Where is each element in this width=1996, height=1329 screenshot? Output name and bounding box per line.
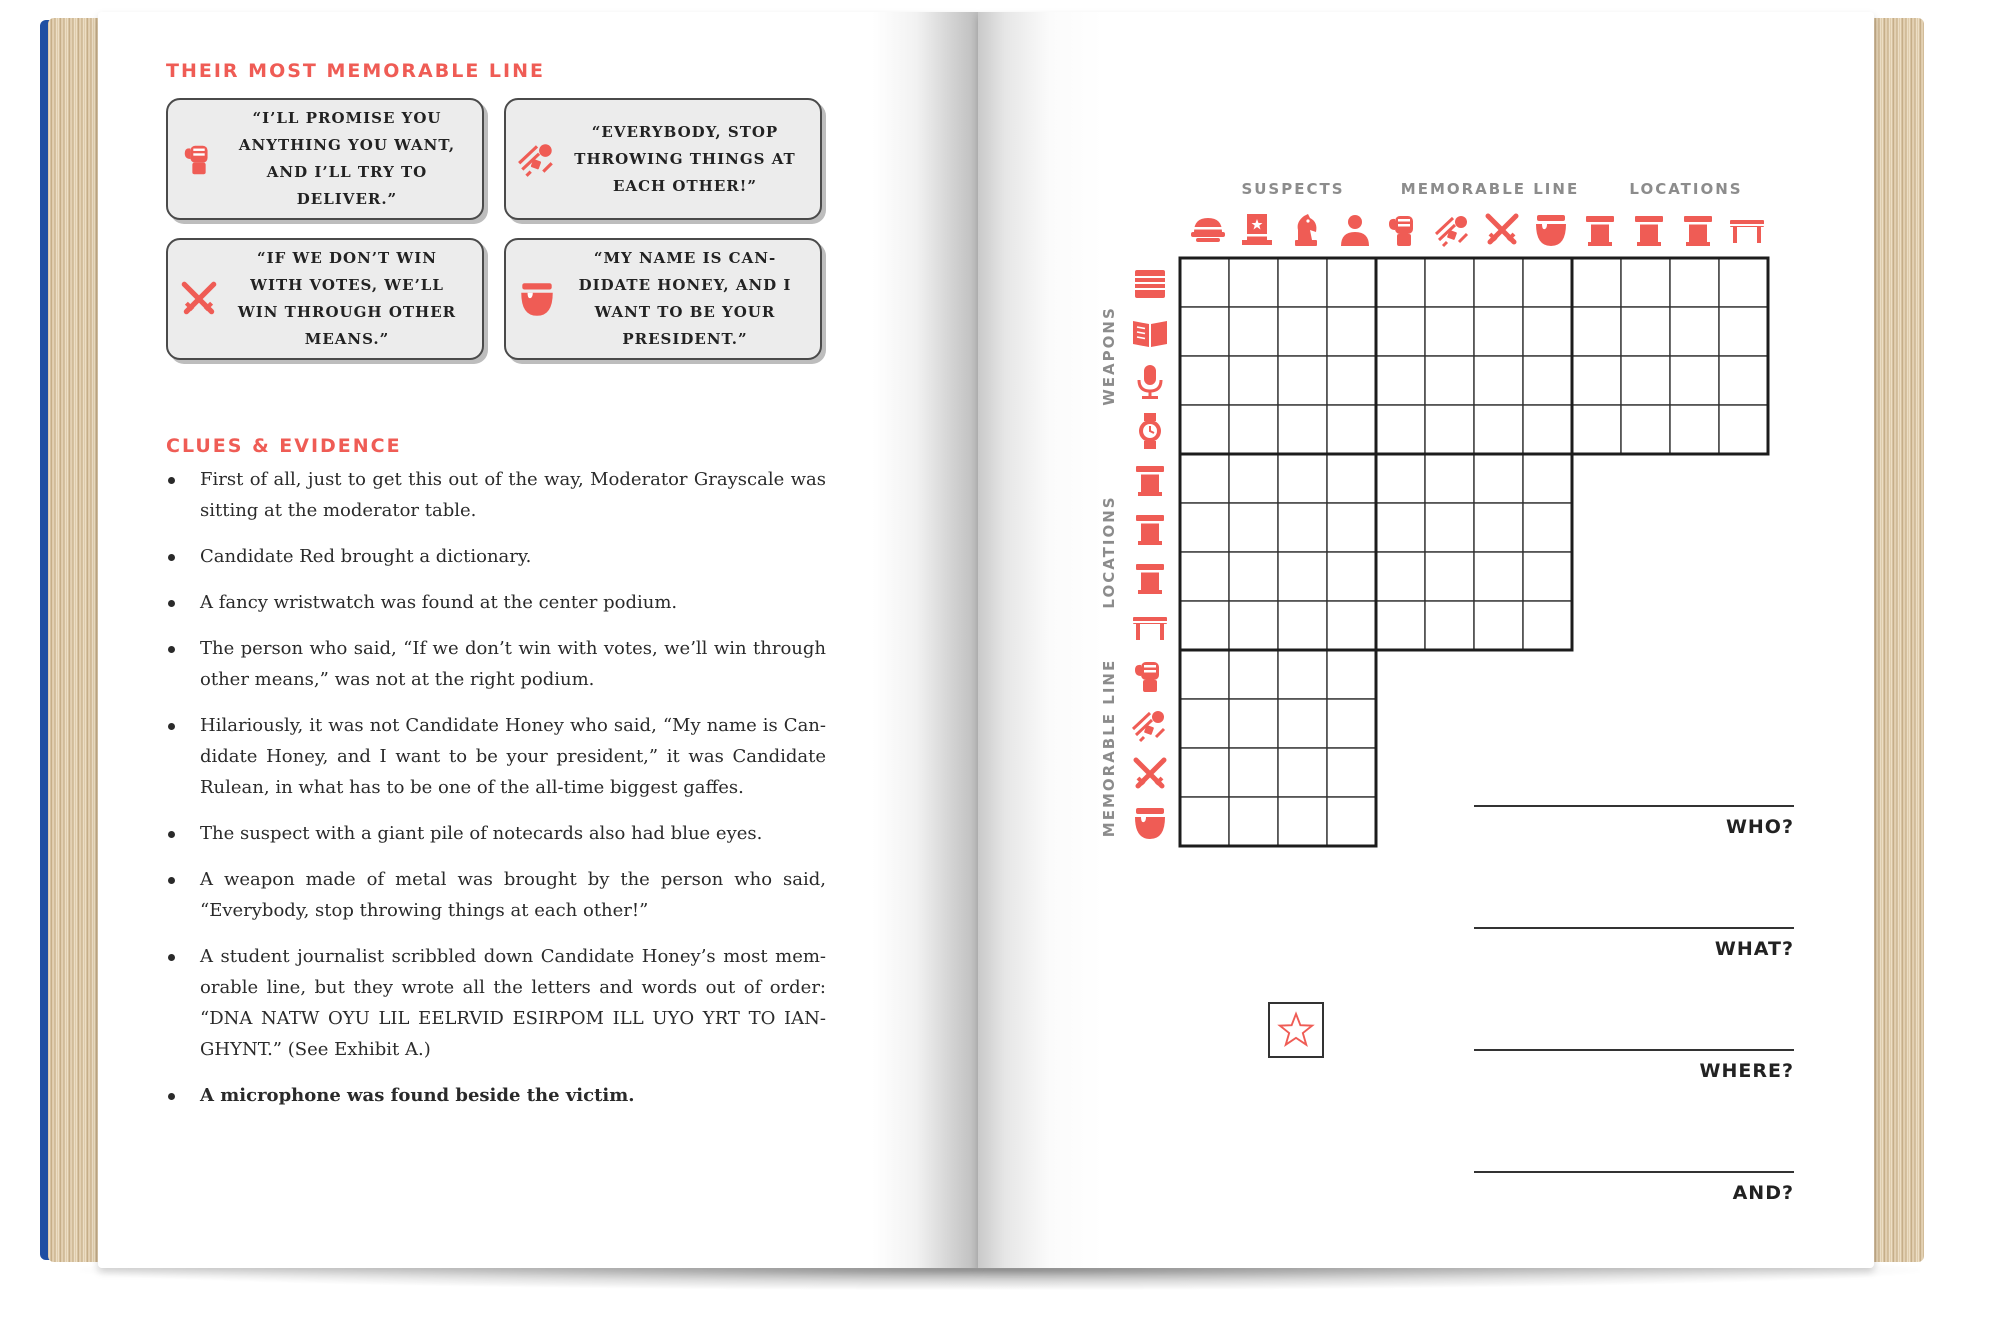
crossed-swords-icon [1136, 760, 1164, 786]
grid-cell[interactable] [1327, 699, 1376, 748]
grid-cell[interactable] [1474, 405, 1523, 454]
grid-cell[interactable] [1180, 454, 1229, 503]
captain-hat-icon [1191, 218, 1225, 242]
grid-cell[interactable] [1719, 356, 1768, 405]
throwing-objects-icon [1133, 711, 1164, 741]
difficulty-badge [1268, 1002, 1324, 1058]
grid-cell[interactable] [1180, 699, 1229, 748]
grid-cell[interactable] [1376, 356, 1425, 405]
wristwatch-icon [1139, 413, 1161, 449]
grid-cell[interactable] [1229, 601, 1278, 650]
grid-cell[interactable] [1474, 503, 1523, 552]
grid-cell[interactable] [1278, 650, 1327, 699]
list-item: Hilariously, it was not Candidate Honey who said, “My name is Can-didate Honey, and I want to be your president,” it was Candidate Rulean, in what has to be one of the all-time biggest gaffes. [166, 710, 826, 803]
grid-cell[interactable] [1719, 405, 1768, 454]
grid-cell[interactable] [1523, 258, 1572, 307]
grid-cell[interactable] [1572, 356, 1621, 405]
grid-cell[interactable] [1278, 601, 1327, 650]
list-item: A weapon made of metal was brought by the person who said, “Everybody, stop throwing things at each other!” [166, 864, 826, 926]
grid-cell[interactable] [1327, 797, 1376, 846]
grid-cell[interactable] [1425, 405, 1474, 454]
grid-cell[interactable] [1229, 503, 1278, 552]
grid-cell[interactable] [1327, 454, 1376, 503]
grid-cell[interactable] [1180, 650, 1229, 699]
row-category-locations: LOCATIONS [1100, 495, 1118, 609]
grid-cell[interactable] [1474, 601, 1523, 650]
row-category-weapons: WEAPONS [1100, 306, 1118, 406]
grid-cell[interactable] [1229, 699, 1278, 748]
grid-cell[interactable] [1474, 552, 1523, 601]
grid-cell[interactable] [1523, 356, 1572, 405]
row-category-memorable-line: MEMORABLE LINE [1100, 658, 1118, 838]
column-category-locations: LOCATIONS [1629, 180, 1743, 198]
grid-cell[interactable] [1670, 307, 1719, 356]
grid-cell[interactable] [1180, 307, 1229, 356]
grid-cell[interactable] [1425, 356, 1474, 405]
who-label: WHO? [1725, 816, 1794, 838]
quote-text: “MY NAME IS CAN-DIDATE HONEY, AND I WANT TO BE YOUR PRESIDENT.” [578, 249, 792, 348]
fist-icon [1135, 662, 1159, 692]
grid-cell[interactable] [1229, 454, 1278, 503]
grid-cell[interactable] [1180, 748, 1229, 797]
podium-center-icon [1136, 515, 1164, 545]
grid-cell[interactable] [1229, 405, 1278, 454]
list-item: A fancy wristwatch was found at the center podium. [166, 587, 826, 618]
grid-cell[interactable] [1376, 503, 1425, 552]
grid-cell[interactable] [1670, 405, 1719, 454]
grid-cell[interactable] [1621, 258, 1670, 307]
clues-title: CLUES & EVIDENCE [166, 435, 402, 457]
grid-cell[interactable] [1523, 503, 1572, 552]
grid-cell[interactable] [1376, 454, 1425, 503]
grid-cell[interactable] [1278, 552, 1327, 601]
grid-cell[interactable] [1229, 748, 1278, 797]
grid-cell[interactable] [1327, 552, 1376, 601]
grid-cell[interactable] [1621, 356, 1670, 405]
grid-cell[interactable] [1180, 552, 1229, 601]
grid-cell[interactable] [1229, 650, 1278, 699]
who-answer-line[interactable] [1474, 805, 1794, 807]
quote-card-candidate-honey [504, 238, 822, 360]
grid-cell[interactable] [1523, 307, 1572, 356]
grid-cell[interactable] [1376, 307, 1425, 356]
grid-cell[interactable] [1425, 454, 1474, 503]
quote-text: “I’LL PROMISE YOU ANYTHING YOU WANT, AND I’LL TRY TO DELIVER.” [238, 109, 456, 208]
grid-cell[interactable] [1327, 503, 1376, 552]
grid-cell[interactable] [1572, 258, 1621, 307]
throwing-objects-icon [1436, 216, 1467, 246]
quote-card-promise [166, 98, 484, 220]
grid-cell[interactable] [1278, 258, 1327, 307]
grid-cell[interactable] [1180, 405, 1229, 454]
what-label: WHAT? [1714, 938, 1794, 960]
grid-cell[interactable] [1229, 797, 1278, 846]
honey-pot-icon [1536, 215, 1566, 246]
grid-cell[interactable] [1278, 748, 1327, 797]
grid-cells [1180, 258, 1768, 846]
grid-cell[interactable] [1572, 307, 1621, 356]
podium-right-icon [1136, 564, 1164, 594]
crossed-swords-icon [178, 278, 220, 320]
grid-cell[interactable] [1278, 356, 1327, 405]
grid-cell[interactable] [1376, 552, 1425, 601]
list-item: Candidate Red brought a dictionary. [166, 541, 826, 572]
grid-cell[interactable] [1425, 258, 1474, 307]
microphone-icon [1139, 365, 1161, 399]
moderator-table-icon [1133, 617, 1167, 640]
grid-cell[interactable] [1229, 307, 1278, 356]
grid-cell[interactable] [1474, 356, 1523, 405]
grid-cell[interactable] [1278, 454, 1327, 503]
grid-cell[interactable] [1376, 601, 1425, 650]
and-label: AND? [1732, 1182, 1794, 1204]
page-edges-left [48, 18, 100, 1262]
logic-grid [1100, 170, 1800, 890]
quote-card-stop-throwing [504, 98, 822, 220]
grid-cell[interactable] [1474, 307, 1523, 356]
grid-cell[interactable] [1327, 601, 1376, 650]
grid-cell[interactable] [1180, 503, 1229, 552]
grid-cell[interactable] [1523, 454, 1572, 503]
list-item: The suspect with a giant pile of notecards also had blue eyes. [166, 818, 826, 849]
star-icon [1277, 1011, 1315, 1049]
grid-cell[interactable] [1278, 797, 1327, 846]
grid-cell[interactable] [1278, 405, 1327, 454]
quote-card-other-means [166, 238, 484, 360]
grid-cell[interactable] [1327, 258, 1376, 307]
knight-icon [1295, 214, 1317, 246]
fist-icon [1389, 216, 1413, 246]
podium-left-icon [1586, 216, 1614, 246]
podium-left-icon [1136, 466, 1164, 496]
grid-cell[interactable] [1523, 405, 1572, 454]
grid-cell[interactable] [1278, 699, 1327, 748]
grid-cell[interactable] [1474, 258, 1523, 307]
where-answer-line[interactable] [1474, 1049, 1794, 1051]
quote-text: “EVERYBODY, STOP THROWING THINGS AT EACH OTHER!” [574, 122, 796, 195]
grid-cell[interactable] [1278, 307, 1327, 356]
clue-list [166, 464, 826, 1126]
throwing-objects-icon [516, 138, 558, 180]
person-icon [1341, 215, 1369, 246]
grid-cell[interactable] [1719, 307, 1768, 356]
grid-cell[interactable] [1523, 552, 1572, 601]
grid-cell[interactable] [1572, 405, 1621, 454]
page-edges-right [1872, 18, 1924, 1262]
list-item: A microphone was found beside the victim. [166, 1080, 826, 1111]
podium-right-icon [1684, 216, 1712, 246]
memorable-line-title: THEIR MOST MEMORABLE LINE [166, 60, 545, 82]
fist-icon [180, 137, 218, 181]
grid-cell[interactable] [1180, 258, 1229, 307]
list-item: A student journalist scribbled down Candidate Honey’s most mem-orable line, but they wrote all the letters and words out of order: “DNA NATW OYU LIL EELRVID ESIRPOM ILL UYO YRT TO IAN-GHYNT.” (See Exhibit A.) [166, 941, 826, 1065]
grid-cell[interactable] [1327, 307, 1376, 356]
grid-cell[interactable] [1327, 356, 1376, 405]
grid-cell[interactable] [1376, 258, 1425, 307]
grid-cell[interactable] [1523, 601, 1572, 650]
grid-cell[interactable] [1670, 258, 1719, 307]
moderator-table-icon [1730, 220, 1764, 243]
grid-cell[interactable] [1621, 405, 1670, 454]
grid-cell[interactable] [1278, 503, 1327, 552]
grid-cell[interactable] [1425, 503, 1474, 552]
grid-cell[interactable] [1229, 258, 1278, 307]
grid-cell[interactable] [1229, 356, 1278, 405]
notecards-icon [1135, 270, 1165, 298]
grid-cell[interactable] [1425, 307, 1474, 356]
crossed-swords-icon [1488, 216, 1516, 242]
row-icons [1133, 270, 1167, 839]
grid-cell[interactable] [1621, 307, 1670, 356]
dictionary-icon [1133, 321, 1167, 347]
grid-cell[interactable] [1180, 356, 1229, 405]
column-icons [1191, 214, 1764, 246]
grid-cell[interactable] [1229, 552, 1278, 601]
column-category-memorable-line: MEMORABLE LINE [1400, 180, 1580, 198]
grid-cell[interactable] [1327, 650, 1376, 699]
grid-cell[interactable] [1180, 601, 1229, 650]
grid-cell[interactable] [1376, 405, 1425, 454]
top-hat-icon [1242, 214, 1272, 245]
and-answer-line[interactable] [1474, 1171, 1794, 1173]
honey-pot-icon [516, 278, 558, 320]
grid-cell[interactable] [1670, 356, 1719, 405]
grid-cell[interactable] [1425, 601, 1474, 650]
column-category-suspects: SUSPECTS [1241, 180, 1345, 198]
honey-pot-icon [1135, 808, 1165, 839]
where-label: WHERE? [1699, 1060, 1794, 1082]
grid-cell[interactable] [1327, 405, 1376, 454]
grid-cell[interactable] [1719, 258, 1768, 307]
quote-text: “IF WE DON’T WIN WITH VOTES, WE’LL WIN THROUGH OTHER MEANS.” [237, 249, 457, 348]
grid-cell[interactable] [1425, 552, 1474, 601]
what-answer-line[interactable] [1474, 927, 1794, 929]
list-item: First of all, just to get this out of the way, Moderator Grayscale was sitting at the moderator table. [166, 464, 826, 526]
grid-cell[interactable] [1474, 454, 1523, 503]
grid-cell[interactable] [1327, 748, 1376, 797]
grid-cell[interactable] [1180, 797, 1229, 846]
list-item: The person who said, “If we don’t win with votes, we’ll win through other means,” was not at the right podium. [166, 633, 826, 695]
podium-center-icon [1635, 216, 1663, 246]
